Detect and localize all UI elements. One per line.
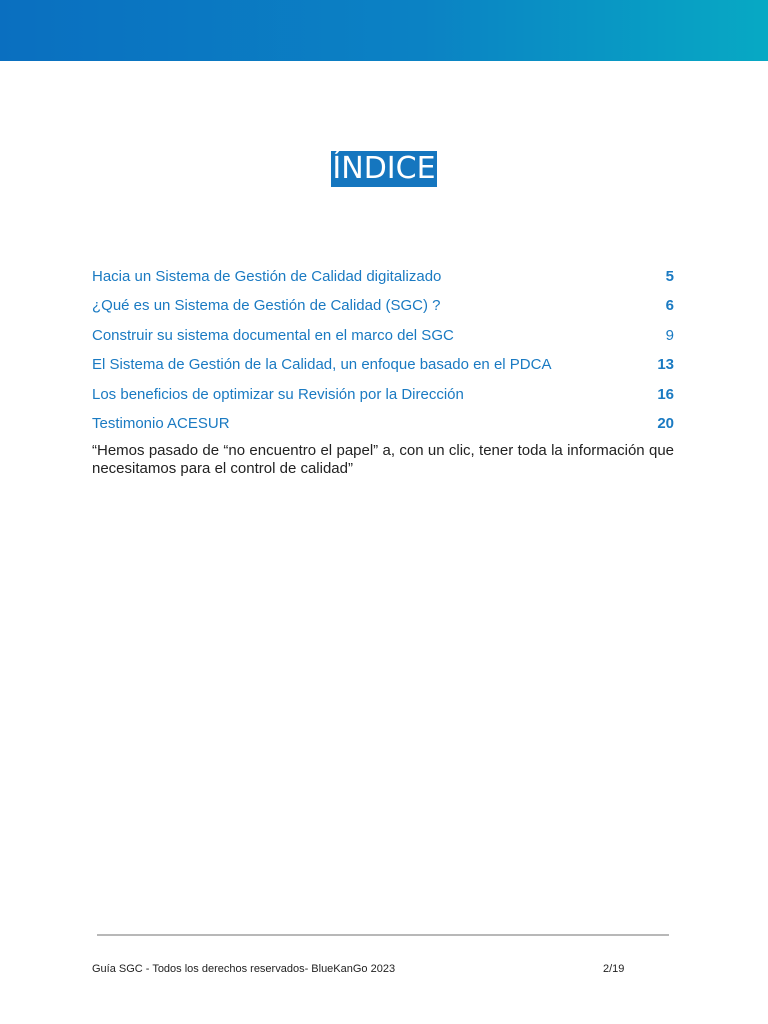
toc-item-page[interactable]: 6 xyxy=(665,297,674,315)
toc-item-label[interactable]: Los beneficios de optimizar su Revisión por la Dirección xyxy=(92,385,464,403)
toc-item-page[interactable]: 16 xyxy=(657,385,674,403)
testimonial-quote: “Hemos pasado de “no encuentro el papel” a, con un clic, tener toda la información que necesitamos para el control de calidad” xyxy=(92,442,674,477)
toc-item-label[interactable]: ¿Qué es un Sistema de Gestión de Calidad (SGC) ? xyxy=(92,297,441,315)
toc-item-page[interactable]: 13 xyxy=(657,356,674,374)
toc-item-label[interactable]: Testimonio ACESUR xyxy=(92,414,230,432)
toc-item-label[interactable]: Construir su sistema documental en el marco del SGC xyxy=(92,326,454,344)
footer-copyright: Guía SGC - Todos los derechos reservados- BlueKanGo 2023 xyxy=(92,963,396,975)
toc-item-label[interactable]: El Sistema de Gestión de la Calidad, un enfoque basado en el PDCA xyxy=(92,356,552,374)
toc-item[interactable] xyxy=(92,265,674,294)
footer-page-number: 2/19 xyxy=(603,963,625,975)
toc-item-page[interactable]: 20 xyxy=(657,414,674,432)
toc-item[interactable] xyxy=(92,412,674,441)
toc-item[interactable] xyxy=(92,383,674,412)
page-title-text: ÍNDICE xyxy=(332,151,436,186)
footer-divider xyxy=(97,934,669,936)
toc-item-label[interactable]: Hacia un Sistema de Gestión de Calidad digitalizado xyxy=(92,268,442,285)
toc-item[interactable] xyxy=(92,324,674,353)
page-title xyxy=(0,151,768,187)
header-band xyxy=(0,0,768,61)
toc-item[interactable] xyxy=(92,294,674,323)
toc-item[interactable] xyxy=(92,353,674,382)
toc-item-page[interactable]: 5 xyxy=(665,268,674,285)
table-of-contents xyxy=(92,265,674,441)
toc-item-page[interactable]: 9 xyxy=(665,326,674,344)
